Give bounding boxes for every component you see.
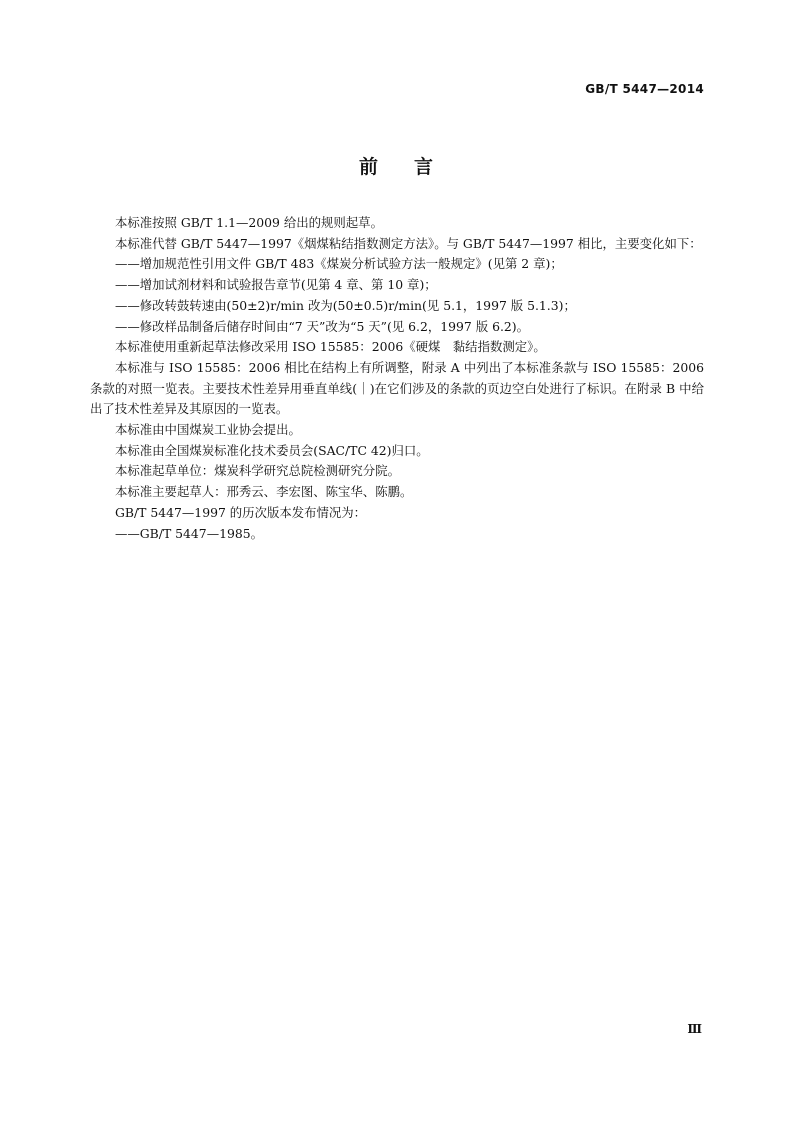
- paragraph-structure-differences: 本标准与 ISO 15585：2006 相比在结构上有所调整，附录 A 中列出了本标准条款与 ISO 15585：2006 条款的对照一览表。主要技术性差异用垂直单线(｜)在它们涉及的条款的页边空白处进行了标识。在附录 B 中给出了技术性差异及其原因的一览表。: [90, 359, 704, 417]
- paragraph-drafting-unit: 本标准起草单位：煤炭科学研究总院检测研究分院。: [115, 463, 400, 479]
- paragraph-drafters: 本标准主要起草人：邢秀云、李宏图、陈宝华、陈鹏。: [115, 484, 413, 500]
- paragraph-replacement: 本标准代替 GB/T 5447—1997《烟煤粘结指数测定方法》。与 GB/T 5447—1997 相比，主要变化如下：: [115, 235, 702, 251]
- title-char-2: 言: [414, 156, 436, 178]
- paragraph-committee: 本标准由全国煤炭标准化技术委员会(SAC/TC 42)归口。: [115, 442, 429, 458]
- version-history-item: ——GB/T 5447—1985。: [115, 525, 264, 541]
- change-item: ——增加规范性引用文件 GB/T 483《煤炭分析试验方法一般规定》(见第 2 章)；: [115, 256, 563, 272]
- foreword-body: [90, 213, 704, 544]
- change-item: ——增加试剂材料和试验报告章节(见第 4 章、第 10 章)；: [115, 277, 437, 293]
- title-char-1: 前: [358, 156, 380, 178]
- change-item: ——修改转鼓转速由(50±2)r/min 改为(50±0.5)r/min(见 5.1，1997 版 5.1.3)；: [115, 297, 576, 313]
- paragraph-drafting-rule: 本标准按照 GB/T 1.1—2009 给出的规则起草。: [115, 215, 383, 230]
- page-number: Ⅲ: [687, 1022, 702, 1036]
- page-title: [0, 152, 794, 179]
- change-item: ——修改样品制备后储存时间由“7 天”改为“5 天”(见 6.2，1997 版 6.2)。: [115, 318, 530, 334]
- paragraph-proposer: 本标准由中国煤炭工业协会提出。: [115, 422, 301, 438]
- paragraph-version-history: GB/T 5447—1997 的历次版本发布情况为：: [115, 504, 367, 520]
- document-code-header: GB/T 5447—2014: [585, 82, 704, 96]
- paragraph-iso-adoption: 本标准使用重新起草法修改采用 ISO 15585：2006《硬煤 黏结指数测定》。: [115, 339, 546, 355]
